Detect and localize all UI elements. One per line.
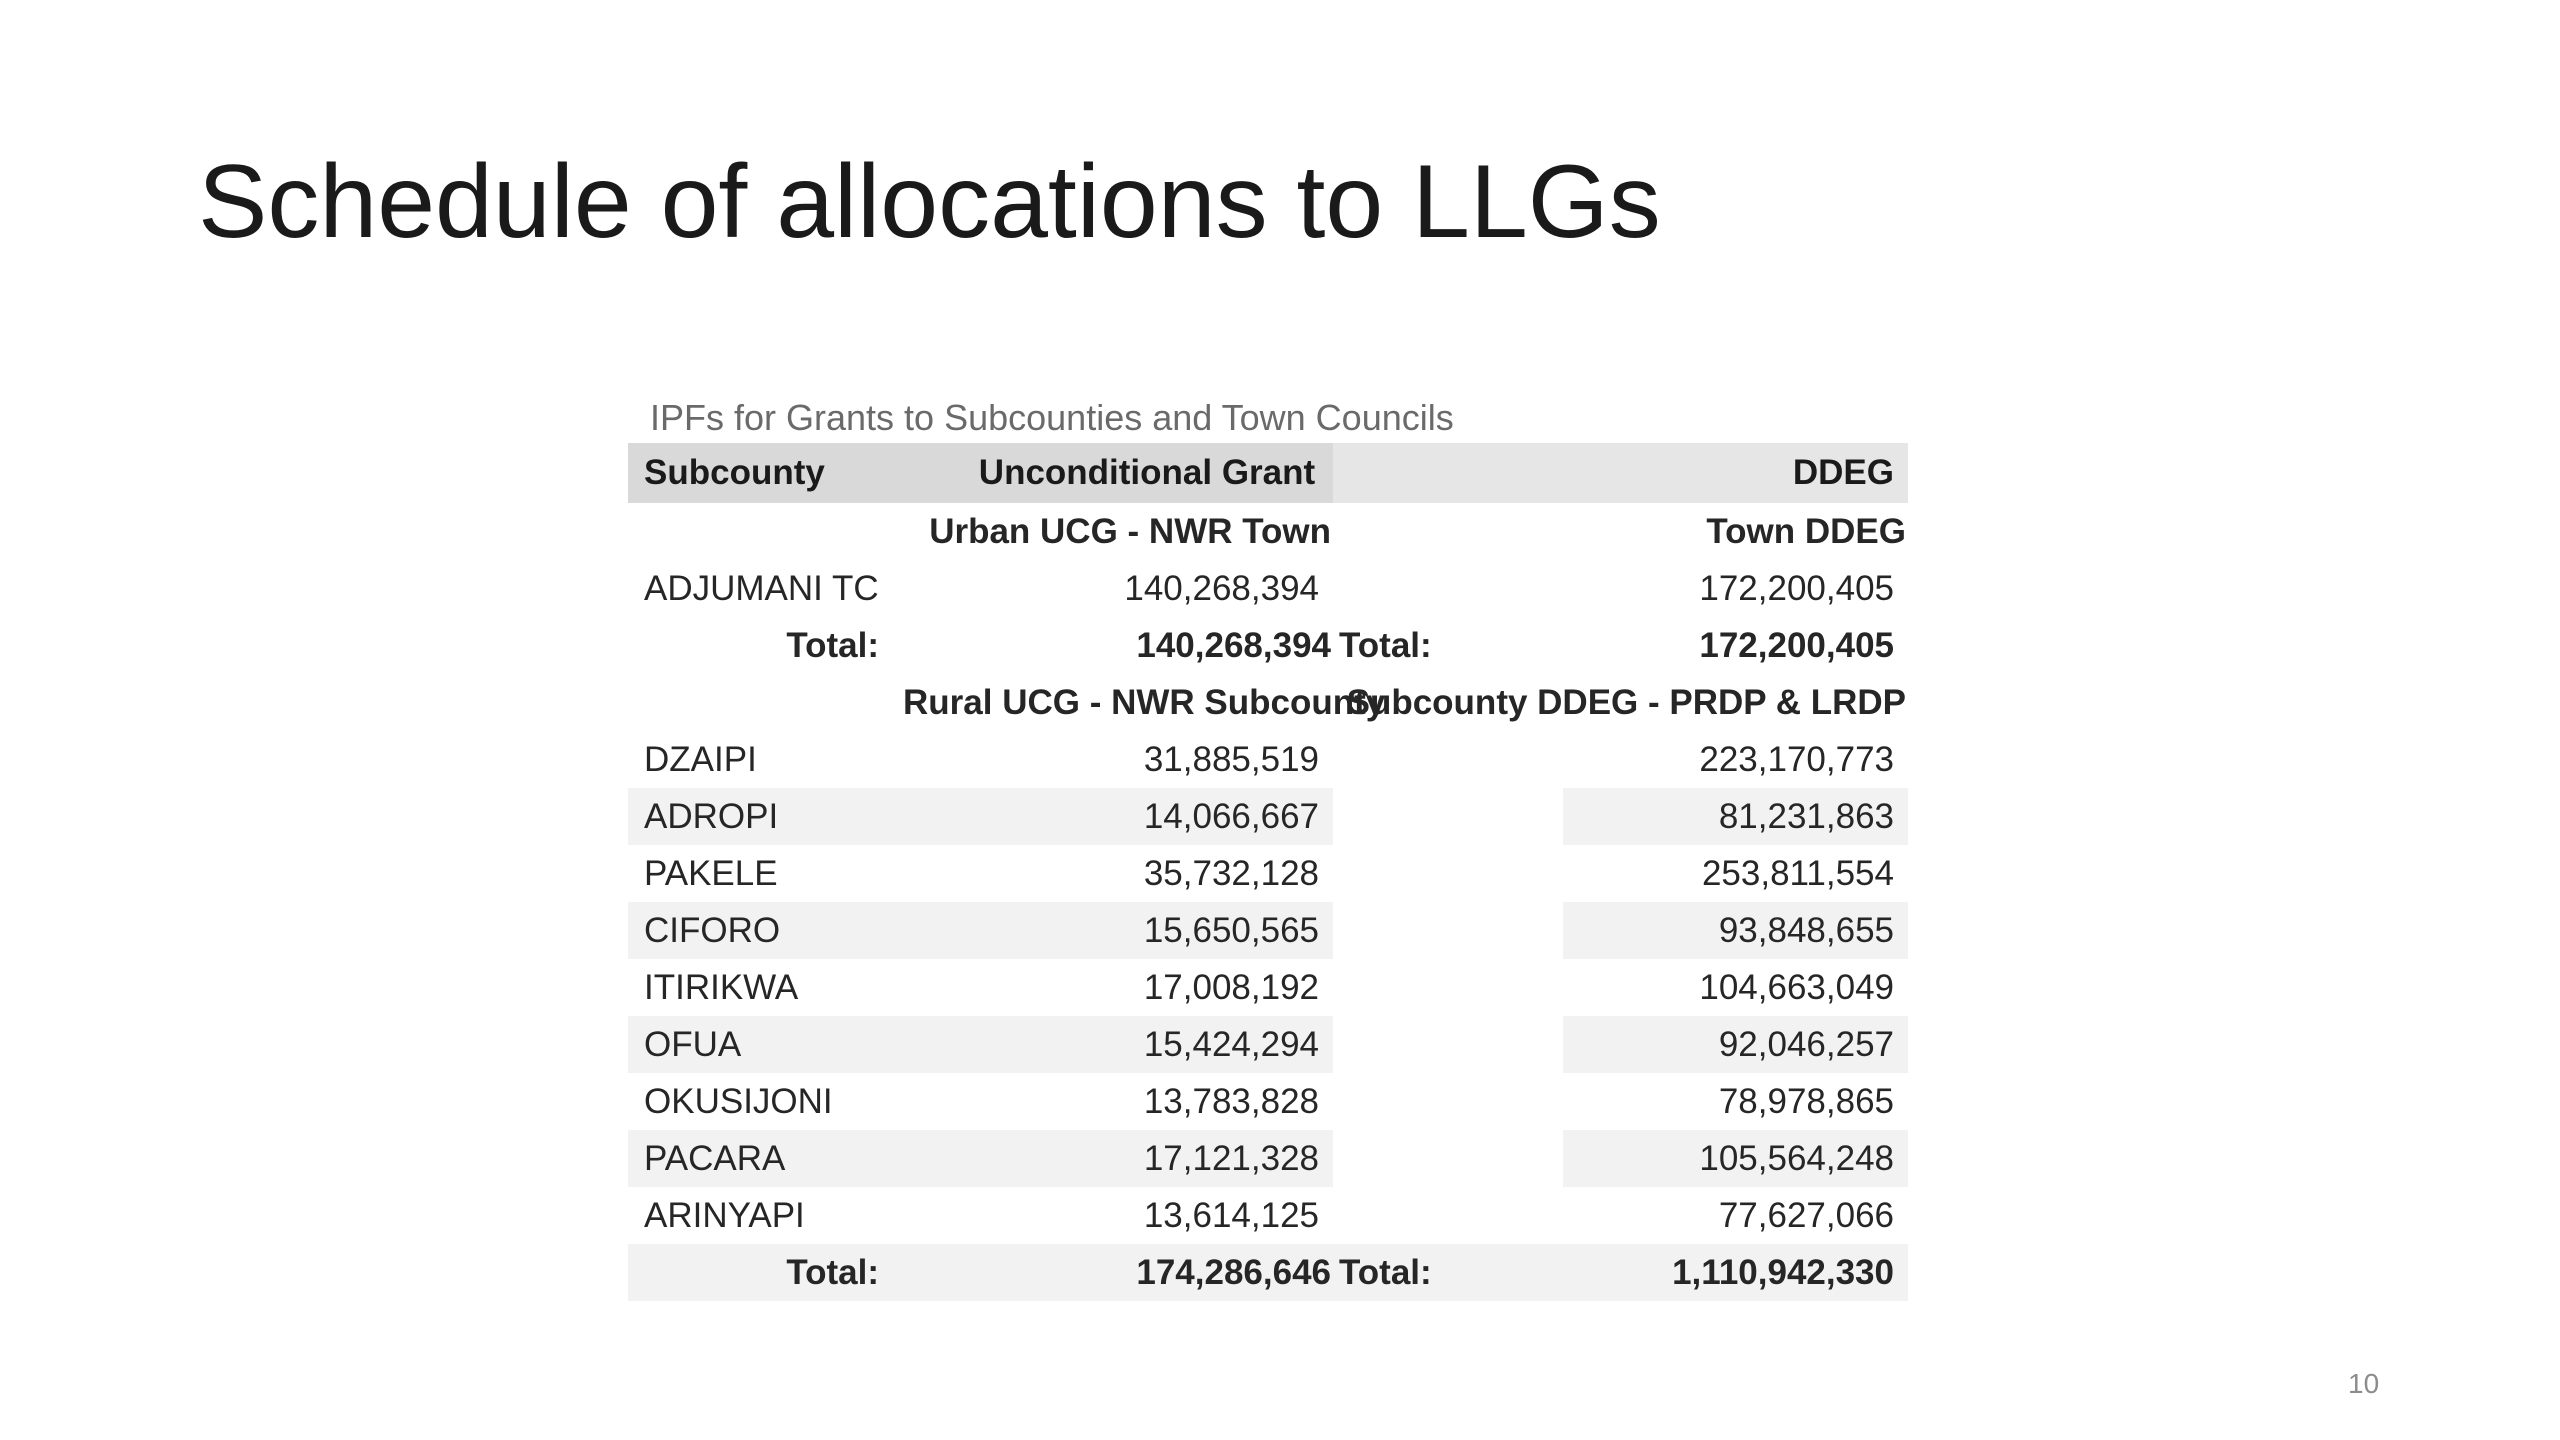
urban-total-label: Total: <box>786 625 879 665</box>
header-ddeg: DDEG <box>1563 443 1908 503</box>
urban-ddeg-label: Town DDEG <box>1706 511 1906 551</box>
table-row <box>628 788 1908 845</box>
subcounty-name: ITIRIKWA <box>644 967 799 1007</box>
table-row <box>628 731 1908 788</box>
rural-total-ddeg: 1,110,942,330 <box>1563 1244 1908 1301</box>
ucg-value: 13,783,828 <box>1143 1081 1319 1121</box>
subcounty-name: PAKELE <box>644 853 778 893</box>
subcounty-name: ADROPI <box>628 788 903 845</box>
ucg-value: 14,066,667 <box>903 788 1333 845</box>
subcounty-name: DZAIPI <box>644 739 757 779</box>
ucg-value: 17,008,192 <box>1143 967 1319 1007</box>
header-gap <box>1333 443 1563 503</box>
urban-total-row <box>628 617 1908 674</box>
urban-total-ddeg: 172,200,405 <box>1699 625 1894 665</box>
ddeg-value: 104,663,049 <box>1699 967 1894 1007</box>
allocations-table-container <box>628 393 1908 1301</box>
table-row <box>628 1187 1908 1244</box>
ucg-value: 17,121,328 <box>903 1130 1333 1187</box>
ddeg-value: 172,200,405 <box>1699 568 1894 608</box>
urban-ucg-label: Urban UCG - NWR Town <box>929 511 1331 551</box>
ucg-value: 13,614,125 <box>1143 1195 1319 1235</box>
table-row <box>628 959 1908 1016</box>
table-row <box>628 1130 1908 1187</box>
ucg-value: 31,885,519 <box>1143 739 1319 779</box>
urban-section-header-row <box>628 503 1908 560</box>
ucg-value: 140,268,394 <box>1124 568 1319 608</box>
table-caption: IPFs for Grants to Subcounties and Town Councils <box>650 397 1454 438</box>
table-header-row <box>628 443 1908 503</box>
table-row <box>628 845 1908 902</box>
table-row <box>628 902 1908 959</box>
ucg-value: 35,732,128 <box>1143 853 1319 893</box>
rural-total-label: Total: <box>628 1244 903 1301</box>
slide-title: Schedule of allocations to LLGs <box>198 144 1661 260</box>
rural-ucg-label: Rural UCG - NWR Subcounty <box>903 682 1386 722</box>
ucg-value: 15,650,565 <box>903 902 1333 959</box>
table-row <box>628 1016 1908 1073</box>
subcounty-name: CIFORO <box>628 902 903 959</box>
ddeg-value: 105,564,248 <box>1563 1130 1908 1187</box>
ddeg-value: 78,978,865 <box>1718 1081 1894 1121</box>
ddeg-value: 93,848,655 <box>1563 902 1908 959</box>
ddeg-value: 92,046,257 <box>1563 1016 1908 1073</box>
subcounty-name: PACARA <box>628 1130 903 1187</box>
subcounty-name: OFUA <box>628 1016 903 1073</box>
rural-section-header-row <box>628 674 1908 731</box>
header-unconditional-grant: Unconditional Grant <box>903 443 1333 503</box>
subcounty-name: ADJUMANI TC <box>644 568 879 608</box>
subcounty-name: OKUSIJONI <box>644 1081 833 1121</box>
ddeg-value: 253,811,554 <box>1701 853 1894 893</box>
rural-total-ddeg-label: Total: <box>1333 1244 1563 1301</box>
urban-total-ddeg-label: Total: <box>1339 625 1432 665</box>
subcounty-name: ARINYAPI <box>644 1195 805 1235</box>
table-row <box>628 560 1908 617</box>
page-number: 10 <box>2348 1368 2380 1399</box>
rural-total-row <box>628 1244 1908 1301</box>
ddeg-value: 223,170,773 <box>1699 739 1894 779</box>
rural-ddeg-label: Subcounty DDEG - PRDP & LRDP <box>1346 682 1906 722</box>
allocations-table <box>628 443 1908 1301</box>
table-row <box>628 1073 1908 1130</box>
rural-total-ucg: 174,286,646 <box>903 1244 1333 1301</box>
header-subcounty: Subcounty <box>628 443 903 503</box>
ddeg-value: 81,231,863 <box>1563 788 1908 845</box>
ucg-value: 15,424,294 <box>903 1016 1333 1073</box>
urban-total-ucg: 140,268,394 <box>1136 625 1331 665</box>
ddeg-value: 77,627,066 <box>1718 1195 1894 1235</box>
